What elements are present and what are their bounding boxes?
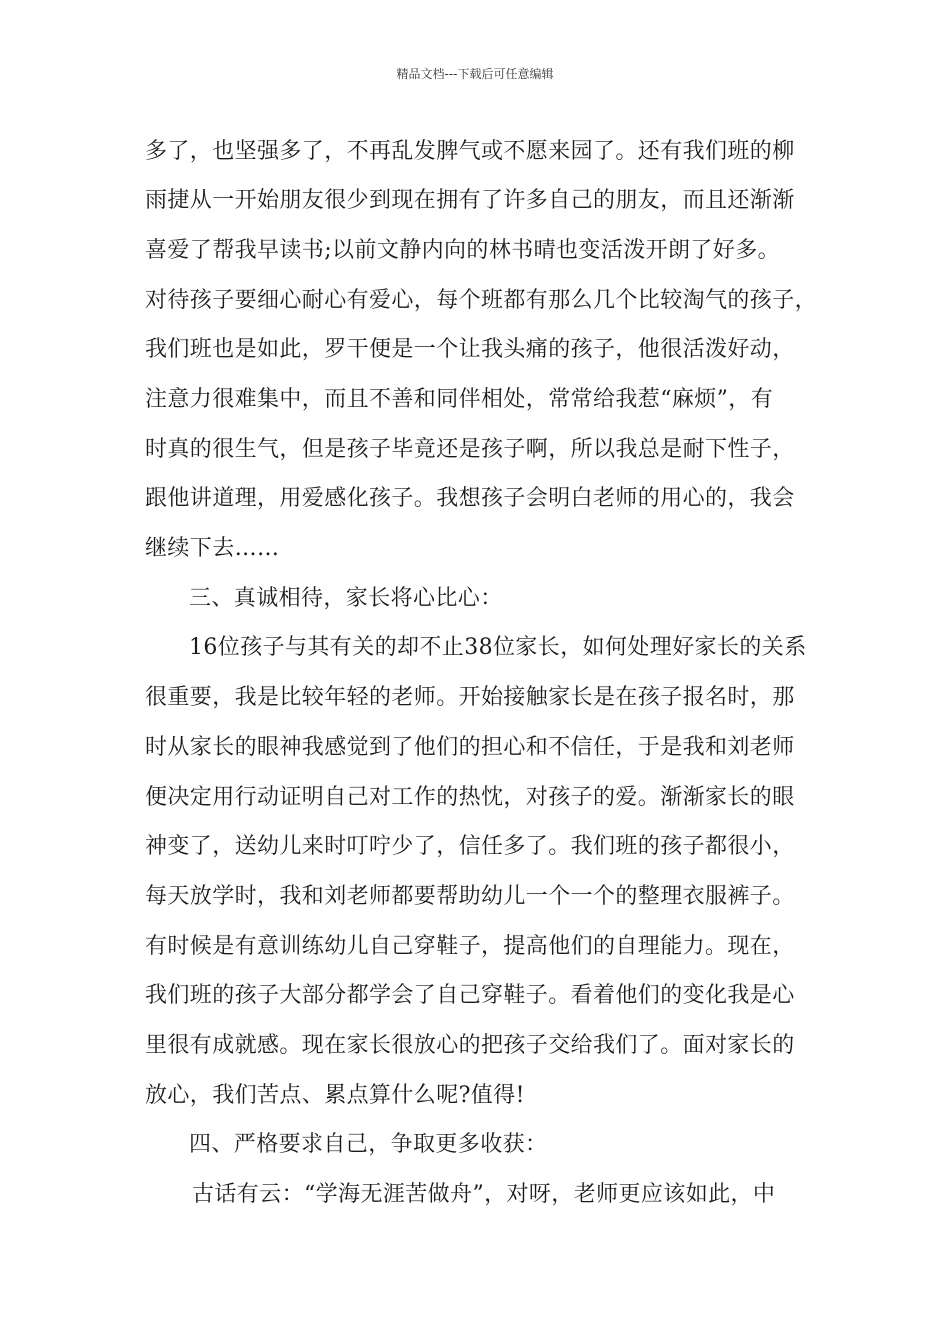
body-line-16: 每天放学时，我和刘老师都要帮助幼儿一个一个的整理衣服裤子。 xyxy=(145,884,795,909)
section-heading-3: 三、真诚相待，家长将心比心： xyxy=(189,586,503,611)
body-line-12: 很重要，我是比较年轻的老师。开始接触家长是在孩子报名时，那 xyxy=(145,685,795,710)
body-line-17: 有时候是有意训练幼儿自己穿鞋子，提高他们的自理能力。现在， xyxy=(145,934,795,959)
page-header: 精品文档---下载后可任意编辑 xyxy=(396,67,554,81)
body-line-5: 我们班也是如此，罗干便是一个让我头痛的孩子，他很活泼好动， xyxy=(145,337,795,362)
body-line-11: 16位孩子与其有关的却不止38位家长，如何处理好家长的关系 xyxy=(189,635,807,660)
body-line-22: 古话有云：“学海无涯苦做舟”，对呀，老师更应该如此，中 xyxy=(192,1182,776,1207)
body-line-2: 雨捷从一开始朋友很少到现在拥有了许多自己的朋友，而且还渐渐 xyxy=(145,188,795,213)
body-line-9: 继续下去…… xyxy=(145,536,280,561)
body-line-14: 便决定用行动证明自己对工作的热忱，对孩子的爱。渐渐家长的眼 xyxy=(145,785,795,810)
body-line-20: 放心，我们苦点、累点算什么呢?值得! xyxy=(145,1083,525,1108)
body-line-1: 多了，也坚强多了，不再乱发脾气或不愿来园了。还有我们班的柳 xyxy=(145,139,795,164)
body-line-6: 注意力很难集中，而且不善和同伴相处，常常给我惹“麻烦”，有 xyxy=(145,387,774,412)
body-line-7: 时真的很生气，但是孩子毕竟还是孩子啊，所以我总是耐下性子， xyxy=(145,437,795,462)
body-line-3: 喜爱了帮我早读书;以前文静内向的林书晴也变活泼开朗了好多。 xyxy=(145,238,781,263)
body-line-18: 我们班的孩子大部分都学会了自己穿鞋子。看着他们的变化我是心 xyxy=(145,983,795,1008)
body-line-19: 里很有成就感。现在家长很放心的把孩子交给我们了。面对家长的 xyxy=(145,1033,795,1058)
section-heading-4: 四、严格要求自己，争取更多收获： xyxy=(189,1132,548,1157)
body-line-13: 时从家长的眼神我感觉到了他们的担心和不信任，于是我和刘老师 xyxy=(145,735,795,760)
body-line-4: 对待孩子要细心耐心有爱心，每个班都有那么几个比较淘气的孩子， xyxy=(145,288,818,313)
body-line-8: 跟他讲道理，用爱感化孩子。我想孩子会明白老师的用心的，我会 xyxy=(145,486,795,511)
body-line-15: 神变了，送幼儿来时叮咛少了，信任多了。我们班的孩子都很小， xyxy=(145,834,795,859)
